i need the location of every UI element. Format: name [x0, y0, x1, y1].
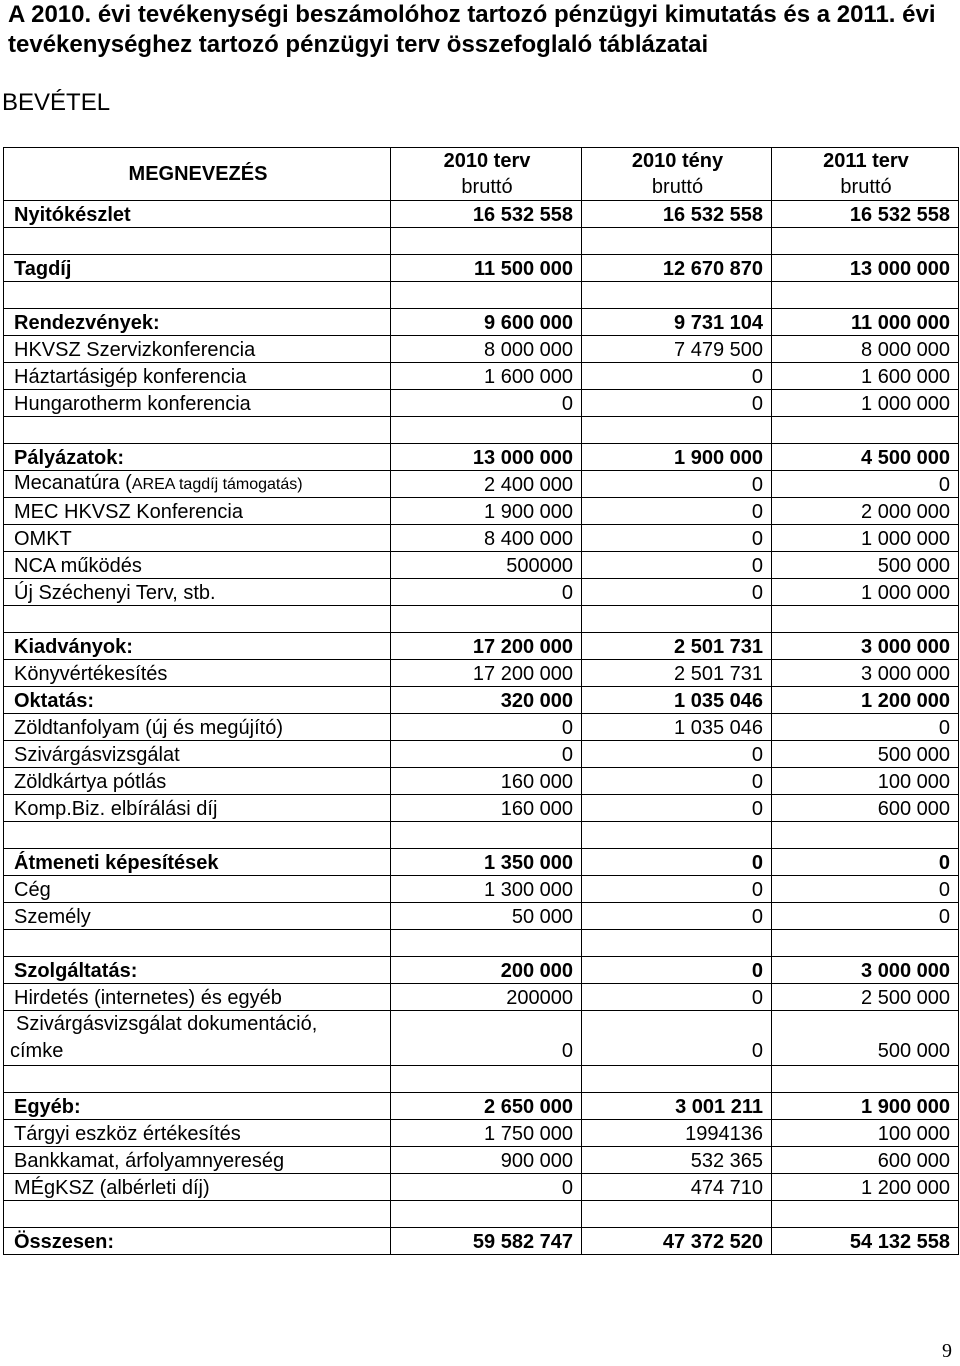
table-row — [4, 1011, 959, 1066]
row-label: NCA működés — [4, 552, 391, 579]
table-row — [4, 687, 959, 714]
cell-2010-plan: 320 000 — [391, 687, 582, 714]
cell-2011-plan: 1 000 000 — [772, 525, 959, 552]
table-row — [4, 903, 959, 930]
cell-2010-actual: 47 372 520 — [582, 1228, 772, 1255]
cell-2010-plan: 50 000 — [391, 903, 582, 930]
cell-2011-plan: 500 000 — [772, 1011, 959, 1066]
spacer-row — [4, 417, 959, 444]
cell-2011-plan: 13 000 000 — [772, 255, 959, 282]
cell-2011-plan: 600 000 — [772, 795, 959, 822]
cell-2010-plan: 8 000 000 — [391, 336, 582, 363]
cell-2011-plan: 0 — [772, 714, 959, 741]
cell-2010-actual: 532 365 — [582, 1147, 772, 1174]
table-row — [4, 390, 959, 417]
table-row — [4, 1147, 959, 1174]
cell-2011-plan: 54 132 558 — [772, 1228, 959, 1255]
row-label: OMKT — [4, 525, 391, 552]
cell-2010-actual: 0 — [582, 1011, 772, 1066]
cell-2010-actual: 2 501 731 — [582, 660, 772, 687]
cell-2011-plan: 500 000 — [772, 552, 959, 579]
row-label: Pályázatok: — [4, 444, 391, 471]
spacer-row — [4, 1066, 959, 1093]
cell-2011-plan: 3 000 000 — [772, 660, 959, 687]
table-row — [4, 768, 959, 795]
row-label: Tárgyi eszköz értékesítés — [4, 1120, 391, 1147]
row-label: MÉgKSZ (albérleti díj) — [4, 1174, 391, 1201]
row-label: Összesen: — [4, 1228, 391, 1255]
page-number: 9 — [942, 1340, 952, 1362]
cell-2010-plan: 17 200 000 — [391, 660, 582, 687]
cell-2010-plan: 1 350 000 — [391, 849, 582, 876]
cell-2010-plan: 160 000 — [391, 768, 582, 795]
row-label: Oktatás: — [4, 687, 391, 714]
row-label: Egyéb: — [4, 1093, 391, 1120]
cell-2010-plan: 200 000 — [391, 957, 582, 984]
cell-2010-plan: 0 — [391, 714, 582, 741]
row-label: Új Széchenyi Terv, stb. — [4, 579, 391, 606]
cell-2010-plan: 0 — [391, 390, 582, 417]
table-row — [4, 201, 959, 228]
header-name: MEGNEVEZÉS — [4, 148, 391, 201]
cell-2010-actual: 1994136 — [582, 1120, 772, 1147]
cell-2010-actual: 0 — [582, 876, 772, 903]
cell-2010-actual: 0 — [582, 390, 772, 417]
cell-2011-plan: 600 000 — [772, 1147, 959, 1174]
table-row — [4, 633, 959, 660]
cell-2010-actual: 0 — [582, 957, 772, 984]
row-label: HKVSZ Szervizkonferencia — [4, 336, 391, 363]
cell-2011-plan: 2 500 000 — [772, 984, 959, 1011]
cell-2011-plan: 1 200 000 — [772, 687, 959, 714]
cell-2010-plan: 1 900 000 — [391, 498, 582, 525]
cell-2010-plan: 1 600 000 — [391, 363, 582, 390]
table-row — [4, 1120, 959, 1147]
table-row — [4, 336, 959, 363]
cell-2010-plan: 8 400 000 — [391, 525, 582, 552]
table-row — [4, 471, 959, 498]
cell-2010-plan: 1 300 000 — [391, 876, 582, 903]
cell-2010-plan: 59 582 747 — [391, 1228, 582, 1255]
cell-2010-plan: 2 400 000 — [391, 471, 582, 498]
cell-2011-plan: 0 — [772, 876, 959, 903]
table-row — [4, 498, 959, 525]
table-row — [4, 741, 959, 768]
spacer-row — [4, 606, 959, 633]
cell-2011-plan: 11 000 000 — [772, 309, 959, 336]
cell-2010-actual: 12 670 870 — [582, 255, 772, 282]
section-heading: BEVÉTEL — [2, 89, 111, 116]
cell-2011-plan: 16 532 558 — [772, 201, 959, 228]
table-row — [4, 984, 959, 1011]
row-label: Bankkamat, árfolyamnyereség — [4, 1147, 391, 1174]
cell-2011-plan: 500 000 — [772, 741, 959, 768]
cell-2010-plan: 900 000 — [391, 1147, 582, 1174]
cell-2010-actual: 0 — [582, 984, 772, 1011]
cell-2010-plan: 2 650 000 — [391, 1093, 582, 1120]
cell-2010-actual: 0 — [582, 741, 772, 768]
revenue-table — [3, 147, 959, 1255]
cell-2010-actual: 474 710 — [582, 1174, 772, 1201]
header-col-2010-actual: 2010 tény bruttó — [582, 148, 772, 201]
cell-2011-plan: 4 500 000 — [772, 444, 959, 471]
row-label: Átmeneti képesítések — [4, 849, 391, 876]
page-title: A 2010. évi tevékenységi beszámolóhoz tartozó pénzügyi kimutatás és a 2011. évi tevékenységhez tartozó pénzügyi terv összefoglaló táblázatai — [8, 1, 936, 58]
cell-2011-plan: 100 000 — [772, 768, 959, 795]
row-label: Szivárgásvizsgálat — [4, 741, 391, 768]
row-label: Mecanatúra (AREA tagdíj támogatás) — [4, 471, 391, 498]
row-label: Rendezvények: — [4, 309, 391, 336]
cell-2010-actual: 0 — [582, 795, 772, 822]
cell-2011-plan: 1 200 000 — [772, 1174, 959, 1201]
table-row — [4, 957, 959, 984]
table-row — [4, 363, 959, 390]
total-row — [4, 1228, 959, 1255]
table-row — [4, 309, 959, 336]
spacer-row — [4, 282, 959, 309]
cell-2011-plan: 0 — [772, 903, 959, 930]
table-row — [4, 525, 959, 552]
cell-2010-actual: 0 — [582, 768, 772, 795]
cell-2011-plan: 100 000 — [772, 1120, 959, 1147]
table-row — [4, 660, 959, 687]
cell-2010-plan: 0 — [391, 741, 582, 768]
row-label: Szivárgásvizsgálat dokumentáció, címke — [4, 1011, 391, 1066]
cell-2010-actual: 3 001 211 — [582, 1093, 772, 1120]
row-label: Kiadványok: — [4, 633, 391, 660]
cell-2010-plan: 13 000 000 — [391, 444, 582, 471]
row-label: Tagdíj — [4, 255, 391, 282]
row-label: Hungarotherm konferencia — [4, 390, 391, 417]
table-row — [4, 552, 959, 579]
spacer-row — [4, 228, 959, 255]
cell-2010-plan: 16 532 558 — [391, 201, 582, 228]
cell-2010-actual: 1 035 046 — [582, 687, 772, 714]
cell-2010-actual: 1 900 000 — [582, 444, 772, 471]
cell-2011-plan: 0 — [772, 471, 959, 498]
header-col-2011-plan: 2011 terv bruttó — [772, 148, 959, 201]
cell-2010-actual: 0 — [582, 552, 772, 579]
cell-2010-plan: 500000 — [391, 552, 582, 579]
row-label: MEC HKVSZ Konferencia — [4, 498, 391, 525]
cell-2010-actual: 0 — [582, 471, 772, 498]
table-row — [4, 849, 959, 876]
cell-2010-actual: 0 — [582, 363, 772, 390]
table-header-row — [4, 148, 959, 201]
cell-2011-plan: 1 000 000 — [772, 579, 959, 606]
cell-2011-plan: 2 000 000 — [772, 498, 959, 525]
spacer-row — [4, 1201, 959, 1228]
cell-2010-actual: 0 — [582, 849, 772, 876]
header-col-2010-plan: 2010 terv bruttó — [391, 148, 582, 201]
row-label: Cég — [4, 876, 391, 903]
cell-2010-actual: 0 — [582, 903, 772, 930]
cell-2010-actual: 0 — [582, 525, 772, 552]
table-row — [4, 255, 959, 282]
spacer-row — [4, 822, 959, 849]
table-row — [4, 1174, 959, 1201]
table-row — [4, 444, 959, 471]
table-row — [4, 795, 959, 822]
cell-2010-plan: 1 750 000 — [391, 1120, 582, 1147]
cell-2011-plan: 0 — [772, 849, 959, 876]
table-row — [4, 1093, 959, 1120]
cell-2010-actual: 7 479 500 — [582, 336, 772, 363]
cell-2010-plan: 200000 — [391, 984, 582, 1011]
row-label: Szolgáltatás: — [4, 957, 391, 984]
cell-2010-actual: 1 035 046 — [582, 714, 772, 741]
cell-2010-plan: 9 600 000 — [391, 309, 582, 336]
cell-2010-actual: 0 — [582, 579, 772, 606]
cell-2010-plan: 160 000 — [391, 795, 582, 822]
cell-2011-plan: 1 900 000 — [772, 1093, 959, 1120]
row-label: Zöldtanfolyam (új és megújító) — [4, 714, 391, 741]
table-row — [4, 876, 959, 903]
cell-2010-actual: 9 731 104 — [582, 309, 772, 336]
spacer-row — [4, 930, 959, 957]
cell-2010-plan: 17 200 000 — [391, 633, 582, 660]
row-label: Személy — [4, 903, 391, 930]
cell-2011-plan: 3 000 000 — [772, 633, 959, 660]
cell-2010-plan: 0 — [391, 1174, 582, 1201]
row-label: Könyvértékesítés — [4, 660, 391, 687]
row-label: Hirdetés (internetes) és egyéb — [4, 984, 391, 1011]
row-label: Komp.Biz. elbírálási díj — [4, 795, 391, 822]
table-row — [4, 579, 959, 606]
cell-2010-plan: 0 — [391, 579, 582, 606]
cell-2010-actual: 2 501 731 — [582, 633, 772, 660]
cell-2011-plan: 1 600 000 — [772, 363, 959, 390]
cell-2010-plan: 11 500 000 — [391, 255, 582, 282]
cell-2011-plan: 1 000 000 — [772, 390, 959, 417]
table-row — [4, 714, 959, 741]
cell-2010-actual: 16 532 558 — [582, 201, 772, 228]
cell-2010-actual: 0 — [582, 498, 772, 525]
row-label: Háztartásigép konferencia — [4, 363, 391, 390]
row-label: Zöldkártya pótlás — [4, 768, 391, 795]
cell-2011-plan: 3 000 000 — [772, 957, 959, 984]
cell-2011-plan: 8 000 000 — [772, 336, 959, 363]
row-label: Nyitókészlet — [4, 201, 391, 228]
cell-2010-plan: 0 — [391, 1011, 582, 1066]
